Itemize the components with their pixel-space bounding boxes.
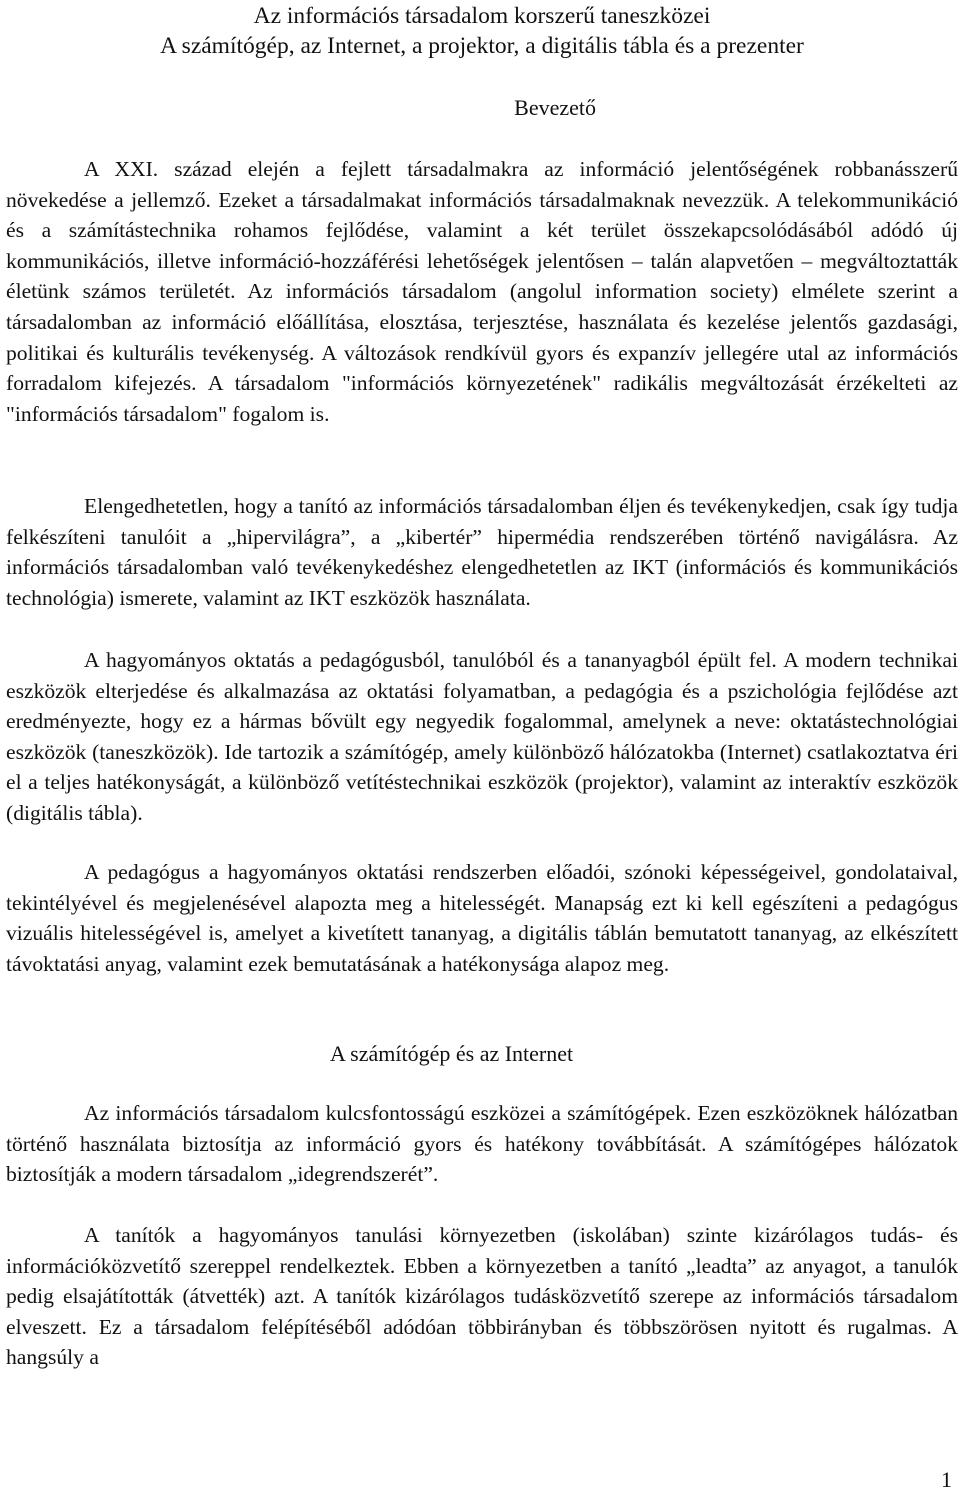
section-heading-szamitogep: A számítógép és az Internet	[330, 1041, 574, 1066]
paragraph: A tanítók a hagyományos tanulási környezetben (iskolában) szinte kizárólagos tudás- és információközvetítő szereppel rendelkeztek. Ebben a környezetben a tanító „leadta” az anyagot, a tanulók pedig elsajátították (átvették) azt. A tanítók kizárólagos tudásközvetítő szerepe az információs társadalom elveszett. Ez a társadalom felépítéséből adódóan többirányban és többszörösen nyitott és rugalmas. A hangsúly a	[6, 1223, 958, 1370]
paragraph: A pedagógus a hagyományos oktatási rendszerben előadói, szónoki képességeivel, gondolataival, tekintélyével és megjelenésével alapozta meg a hitelességét. Manapság ezt ki kell egészíteni a pedagógus vizuális hitelességével is, amelyet a kivetített tananyag, a digitális táblán bemutatott tananyag, az elkészített távoktatási anyag, valamint ezek bemutatásának a hatékonysága alapoz meg.	[6, 860, 958, 976]
paragraph: A XXI. század elején a fejlett társadalmakra az információ jelentőségének robbanásszerű növekedése a jellemző. Ezeket a társadalmakat információs társadalmaknak nevezzük. A telekommunikáció és a számítástechnika rohamos fejlődése, valamint a két terület összekapcsolódásából adódó új kommunikációs, illetve információ-hozzáférési lehetőségek jelentősen – talán alapvetően – megváltoztatták életünk számos területét. Az információs társadalom (angolul information society) elmélete szerint a társadalomban az információ előállítása, elosztása, terjesztése, használata és kezelése jelentős gazdasági, politikai és kulturális tevékenység. A változások rendkívül gyors és expanzív jellegére utal az információs forradalom kifejezés. A társadalom "információs környezetének" radikális megváltozását érzékelteti az "információs társadalom" fogalom is.	[6, 157, 958, 426]
document-subtitle: A számítógép, az Internet, a projektor, a digitális tábla és a prezenter	[160, 33, 804, 59]
paragraph: A hagyományos oktatás a pedagógusból, tanulóból és a tananyagból épült fel. A modern technikai eszközök elterjedése és alkalmazása az oktatási folyamatban, a pedagógia és a pszichológia fejlődése azt eredményezte, hogy ez a hármas bővült egy negyedik fogalommal, amelynek a neve: oktatástechnológiai eszközök (taneszközök). Ide tartozik a számítógép, amely különböző hálózatokba (Internet) csatlakoztatva éri el a teljes hatékonyságát, a különböző vetítéstechnikai eszközök (projektor), valamint az interaktív eszközök (digitális tábla).	[6, 648, 958, 825]
section-heading-bevezeto: Bevezető	[514, 95, 596, 120]
page-number: 1	[941, 1467, 952, 1492]
document-title: Az információs társadalom korszerű taneszközei	[253, 3, 711, 29]
paragraph: Elengedhetetlen, hogy a tanító az információs társadalomban éljen és tevékenykedjen, csak így tudja felkészíteni tanulóit a „hipervilágra”, a „kibertér” hipermédia rendszerében történő navigálásra. Az információs társadalomban való tevékenykedéshez elengedhetetlen az IKT (információs és kommunikációs technológia) ismerete, valamint az IKT eszközök használata.	[6, 494, 958, 610]
paragraph: Az információs társadalom kulcsfontosságú eszközei a számítógépek. Ezen eszközöknek hálózatban történő használata biztosítja az információ gyors és hatékony továbbítását. A számítógépes hálózatok biztosítják a modern társadalom „idegrendszerét”.	[6, 1101, 958, 1187]
